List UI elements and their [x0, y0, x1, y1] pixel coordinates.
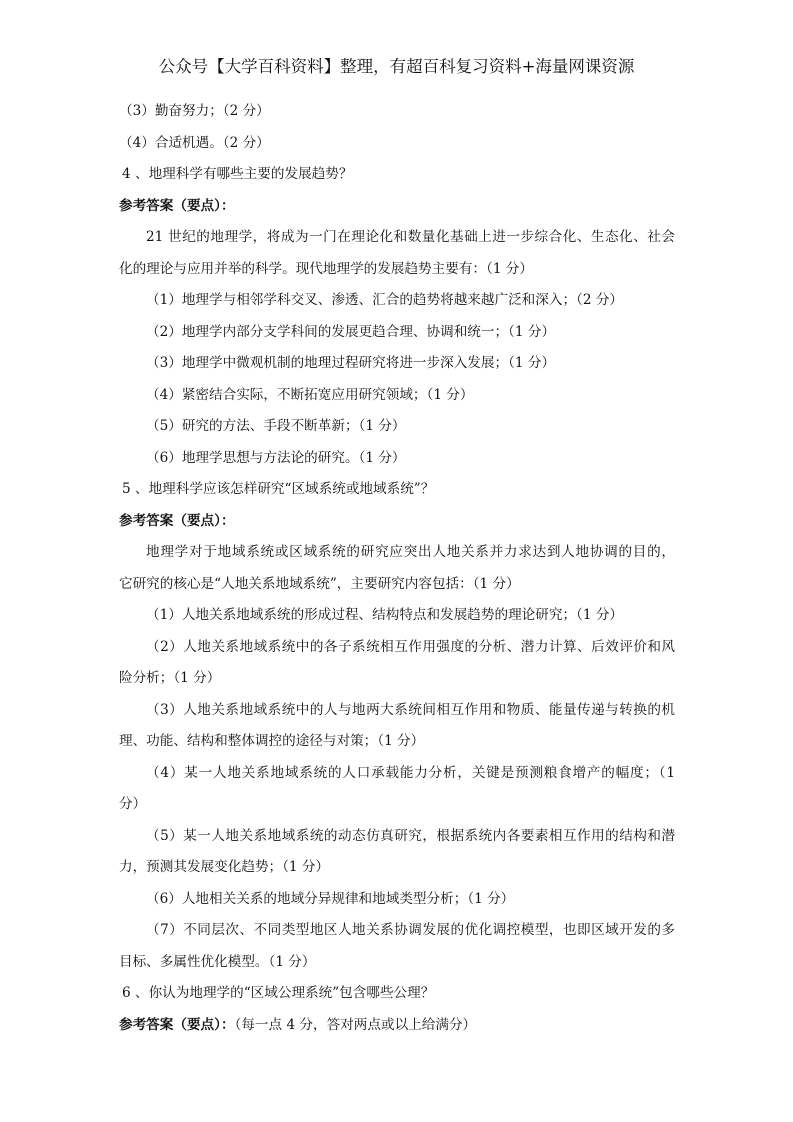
- answer-item-continued: 理、功能、结构和整体调控的途径与对策；（1 分）: [119, 733, 425, 749]
- paragraph-line: 21 世纪的地理学，将成为一门在理论化和数量化基础上进一步综合化、生态化、社会: [146, 229, 675, 245]
- answer-item-continued: 力，预测其发展变化趋势；（1 分）: [119, 859, 330, 875]
- answer-item: （4）紧密结合实际，不断拓宽应用研究领域；（1 分）: [146, 386, 474, 403]
- answer-item: （5）某一人地关系地域系统的动态仿真研究，根据系统内各要素相互作用的结构和潜: [146, 827, 675, 844]
- answer-item: （7）不同层次、不同类型地区人地关系协调发展的优化调控模型，也即区域开发的多: [146, 922, 675, 938]
- answer-item: （5）研究的方法、手段不断革新；（1 分）: [146, 418, 406, 434]
- question-6: 6 、你认为地理学的“区域公理系统”包含哪些公理？: [122, 985, 435, 1001]
- question-4: 4 、地理科学有哪些主要的发展趋势？: [122, 166, 353, 182]
- document-body: [119, 101, 675, 1046]
- reference-answer-label: 参考答案（要点）：: [119, 512, 235, 529]
- answer-item-continued: 目标、多属性优化模型。（1 分）: [119, 953, 316, 970]
- answer-item: （4）某一人地关系地域系统的人口承载能力分析，关键是预测粮食增产的幅度；（1: [146, 764, 675, 781]
- answer-item: （3）地理学中微观机制的地理过程研究将进一步深入发展；（1 分）: [146, 355, 556, 371]
- question-5: 5 、地理科学应该怎样研究“区域系统或地域系统”？: [122, 481, 435, 497]
- answer-item: （3）勤奋努力；（2 分）: [119, 103, 270, 119]
- answer-item: （1）人地关系地域系统的形成过程、结构特点和发展趋势的理论研究；（1 分）: [146, 607, 624, 623]
- answer-item-continued: 分）: [119, 796, 147, 812]
- reference-answer-line: [119, 1015, 675, 1047]
- answer-item: （1）地理学与相邻学科交叉、渗透、汇合的趋势将越来越广泛和深入；（2 分）: [146, 292, 624, 308]
- page-header: 公众号【大学百科资料】整理，有超百科复习资料+海量网课资源: [158, 57, 635, 76]
- paragraph-line: 化的理论与应用并举的科学。现代地理学的发展趋势主要有：（1 分）: [119, 260, 533, 277]
- answer-item: （6）人地相关关系的地域分异规律和地域类型分析；（1 分）: [146, 890, 515, 907]
- paragraph-line: 地理学对于地域系统或区域系统的研究应突出人地关系并力求达到人地协调的目的，: [146, 544, 675, 560]
- reference-answer-label: 参考答案（要点）：: [119, 1016, 235, 1033]
- answer-item-continued: 险分析；（1 分）: [119, 670, 221, 686]
- scoring-note: （每一点 4 分，答对两点或以上给满分）: [234, 1016, 477, 1033]
- answer-item: （2）地理学内部分支学科间的发展更趋合理、协调和统一；（1 分）: [146, 323, 556, 340]
- answer-item: （4）合适机遇。（2 分）: [119, 134, 270, 151]
- answer-item: （3）人地关系地域系统中的人与地两大系统间相互作用和物质、能量传递与转换的机: [146, 701, 675, 718]
- reference-answer-label: 参考答案（要点）：: [119, 197, 235, 214]
- paragraph-line: 它研究的核心是“人地关系地域系统”，主要研究内容包括：（1 分）: [119, 575, 520, 592]
- answer-item: （2）人地关系地域系统中的各子系统相互作用强度的分析、潜力计算、后效评价和风: [146, 638, 675, 655]
- answer-item: （6）地理学思想与方法论的研究。（1 分）: [146, 449, 406, 466]
